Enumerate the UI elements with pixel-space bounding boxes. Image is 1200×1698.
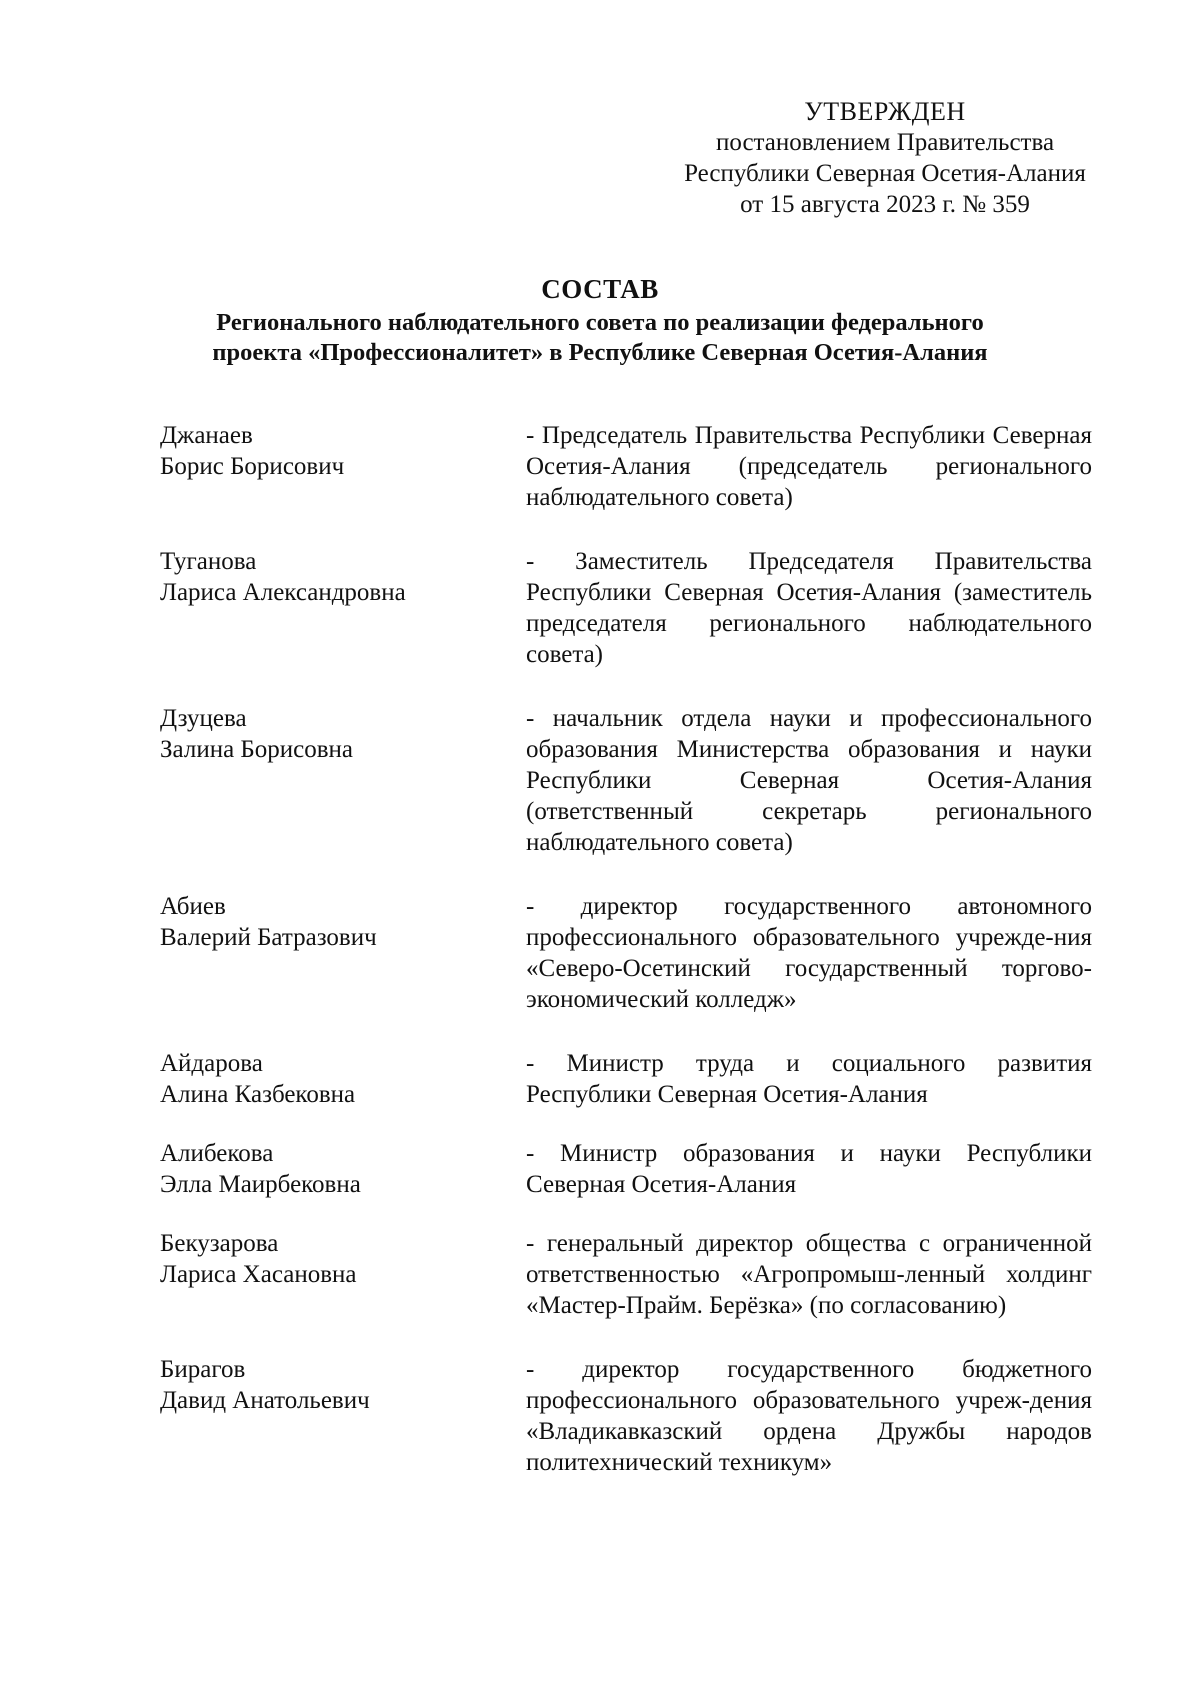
member-name [160, 420, 526, 482]
member-surname: Дзуцева [160, 705, 247, 732]
member-name [160, 1138, 526, 1200]
document-subtitle-line: проекта «Профессионалитет» в Республике Северная Осетия-Алания [212, 339, 988, 366]
member-name [160, 1048, 526, 1110]
member-given-names: Валерий Батразович [160, 924, 377, 951]
member-row [160, 1048, 1092, 1110]
approval-date-number: от 15 августа 2023 г. № 359 [740, 191, 1030, 218]
member-given-names: Лариса Хасановна [160, 1261, 357, 1288]
member-name [160, 891, 526, 953]
member-surname: Айдарова [160, 1050, 263, 1077]
member-row [160, 1228, 1092, 1321]
member-surname: Туганова [160, 548, 257, 575]
document-subtitle [140, 308, 1060, 368]
member-surname: Абиев [160, 893, 226, 920]
member-position: - начальник отдела науки и профессионального образования Министерства образования и науки Республики Северная Осетия-Алания (ответственный секретарь регионального наблюдательного совета) [526, 705, 1092, 856]
member-given-names: Давид Анатольевич [160, 1387, 370, 1414]
member-surname: Джанаев [160, 422, 253, 449]
member-name [160, 703, 526, 765]
member-given-names: Борис Борисович [160, 453, 345, 480]
member-row [160, 1138, 1092, 1200]
member-row [160, 891, 1092, 1015]
member-surname: Алибекова [160, 1140, 274, 1167]
document-heading [140, 272, 1060, 368]
document-subtitle-line: Регионального наблюдательного совета по реализации федерального [216, 309, 984, 336]
member-position: - Министр образования и науки Республики Северная Осетия-Алания [526, 1140, 1092, 1198]
member-position: - Министр труда и социального развития Республики Северная Осетия-Алания [526, 1050, 1092, 1108]
member-row [160, 546, 1092, 670]
approval-title: УТВЕРЖДЕН [804, 97, 966, 126]
member-row [160, 1354, 1092, 1478]
member-name [160, 1228, 526, 1290]
member-row [160, 703, 1092, 858]
member-position: - директор государственного бюджетного профессионального образовательного учреж-дения «Владикавказский ордена Дружбы народов политехнический техникум» [526, 1356, 1092, 1476]
member-row [160, 420, 1092, 513]
approval-stamp-block [650, 96, 1120, 220]
approval-line: постановлением Правительства [715, 129, 1055, 156]
member-position: - директор государственного автономного профессионального образовательного учрежде-ния «Северо-Осетинский государственный торгово-экономический колледж» [526, 893, 1092, 1013]
member-given-names: Залина Борисовна [160, 736, 354, 763]
member-surname: Бекузарова [160, 1230, 279, 1257]
member-name [160, 1354, 526, 1416]
council-members-list [160, 420, 1092, 1511]
member-surname: Бирагов [160, 1356, 246, 1383]
member-position: - Заместитель Председателя Правительства Республики Северная Осетия-Алания (заместитель председателя регионального наблюдательного совета) [526, 548, 1092, 668]
member-given-names: Алина Казбековна [160, 1081, 356, 1108]
member-position: - генеральный директор общества с ограниченной ответственностью «Агропромыш-ленный холдинг «Мастер-Прайм. Берёзка» (по согласованию) [526, 1230, 1092, 1319]
member-position: - Председатель Правительства Республики Северная Осетия-Алания (председатель регионального наблюдательного совета) [526, 422, 1092, 511]
document-title: СОСТАВ [541, 274, 659, 304]
member-given-names: Лариса Александровна [160, 579, 406, 606]
approval-line: Республики Северная Осетия-Алания [684, 160, 1086, 187]
member-name [160, 546, 526, 608]
member-given-names: Элла Маирбековна [160, 1171, 361, 1198]
